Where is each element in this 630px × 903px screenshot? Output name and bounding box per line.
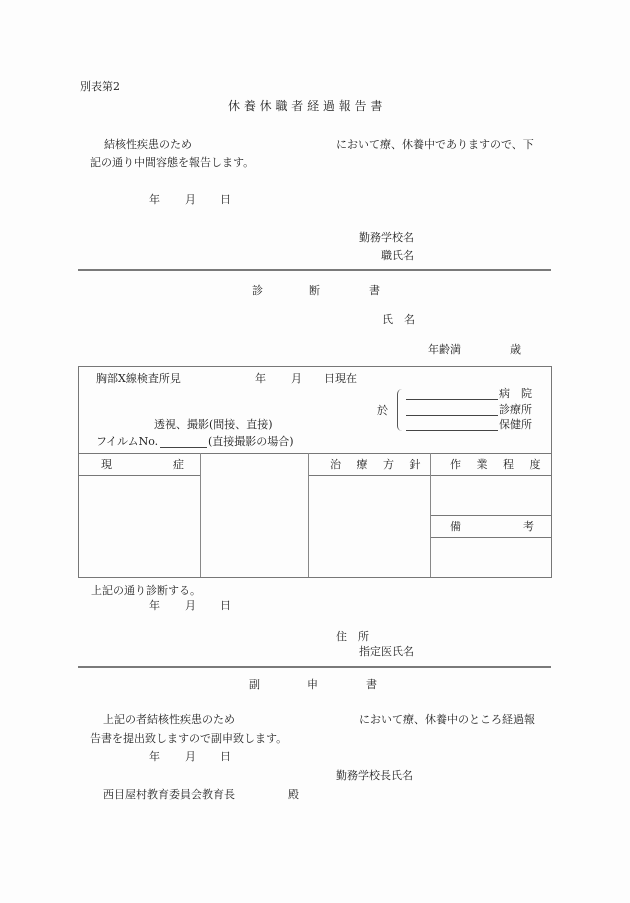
facility-health-center: 保健所 (499, 418, 532, 431)
diagnosis-date-day: 日 (220, 599, 231, 612)
facility-hospital: 病 院 (499, 387, 532, 400)
symptoms-header-line (79, 475, 200, 476)
xray-year: 年 (255, 372, 266, 385)
endorsement-body-part1: 上記の者結核性疾患のため (103, 713, 235, 726)
staff-name-label: 職氏名 (381, 249, 414, 262)
col-line-1 (200, 453, 201, 577)
doctor-name-label: 指定医氏名 (359, 645, 414, 658)
symptoms-header-1: 現 (101, 458, 112, 471)
principal-name-label: 勤務学校長氏名 (336, 769, 413, 782)
diagnosis-date-month: 月 (185, 599, 196, 612)
report-intro-part1: 結核性疾患のため (104, 138, 192, 151)
xray-day: 日現在 (324, 372, 357, 385)
symptoms-header-2: 症 (173, 458, 184, 471)
at-label: 於 (377, 404, 388, 417)
report-date-month: 月 (185, 193, 196, 206)
endorsement-title-3: 書 (366, 678, 377, 691)
xray-method: 透視、撮影(間接、直接) (154, 418, 273, 431)
school-name-label: 勤務学校名 (359, 231, 414, 244)
endorsement-body-line2: 告書を提出致しますので副申致します。 (90, 732, 288, 745)
endorsement-date-year: 年 (149, 750, 160, 763)
xray-label: 胸部X線検査所見 (96, 372, 181, 385)
addressee: 西目屋村教育委員会教育長 (103, 788, 235, 801)
report-intro-line2: 記の通り中間容態を報告します。 (90, 156, 255, 169)
facility-clinic: 診療所 (499, 403, 532, 416)
col-line-3 (430, 453, 431, 577)
work-level-header: 作 業 程 度 (450, 458, 547, 471)
table-divider (79, 453, 551, 454)
endorsement-title-2: 申 (307, 678, 318, 691)
xray-month: 月 (291, 372, 302, 385)
form-number: 別表第2 (80, 80, 120, 93)
remarks-header-2: 考 (523, 520, 534, 533)
clinic-blank[interactable] (406, 415, 498, 416)
section-divider-1 (78, 269, 551, 271)
film-number-label: フイルムNo. (96, 435, 159, 448)
report-intro-part2: において療、休養中でありますので、下 (336, 138, 534, 151)
patient-name-label: 氏 名 (382, 313, 415, 326)
endorsement-date-day: 日 (220, 750, 231, 763)
diagnosis-title-3: 書 (369, 284, 380, 297)
remarks-header-line (430, 537, 551, 538)
report-date-day: 日 (220, 193, 231, 206)
diagnosis-conclusion: 上記の通り診断する。 (91, 584, 201, 597)
page-title: 休 養 休 職 者 経 過 報 告 書 (228, 99, 383, 113)
health-center-blank[interactable] (406, 430, 498, 431)
hospital-blank[interactable] (406, 399, 498, 400)
remarks-top-line (430, 515, 551, 516)
diagnosis-title-1: 診 (252, 284, 263, 297)
report-date-year: 年 (149, 193, 160, 206)
col-line-2 (308, 453, 309, 577)
film-number-blank[interactable] (160, 447, 207, 448)
section-divider-2 (78, 666, 551, 668)
age-label: 年齢満 (428, 343, 461, 356)
diagnosis-date-year: 年 (149, 599, 160, 612)
diagnosis-title-2: 断 (309, 284, 320, 297)
brace-icon (397, 389, 404, 431)
remarks-header-1: 備 (450, 520, 461, 533)
film-note: (直接撮影の場合) (208, 435, 294, 448)
diagnosis-table (78, 366, 552, 578)
age-unit: 歳 (510, 343, 521, 356)
endorsement-title-1: 副 (249, 678, 260, 691)
treatment-header: 治 療 方 針 (330, 458, 427, 471)
endorsement-date-month: 月 (185, 750, 196, 763)
address-label: 住 所 (336, 630, 369, 643)
endorsement-body-part2: において療、休養中のところ経過報 (359, 713, 535, 726)
honorific: 殿 (288, 788, 299, 801)
